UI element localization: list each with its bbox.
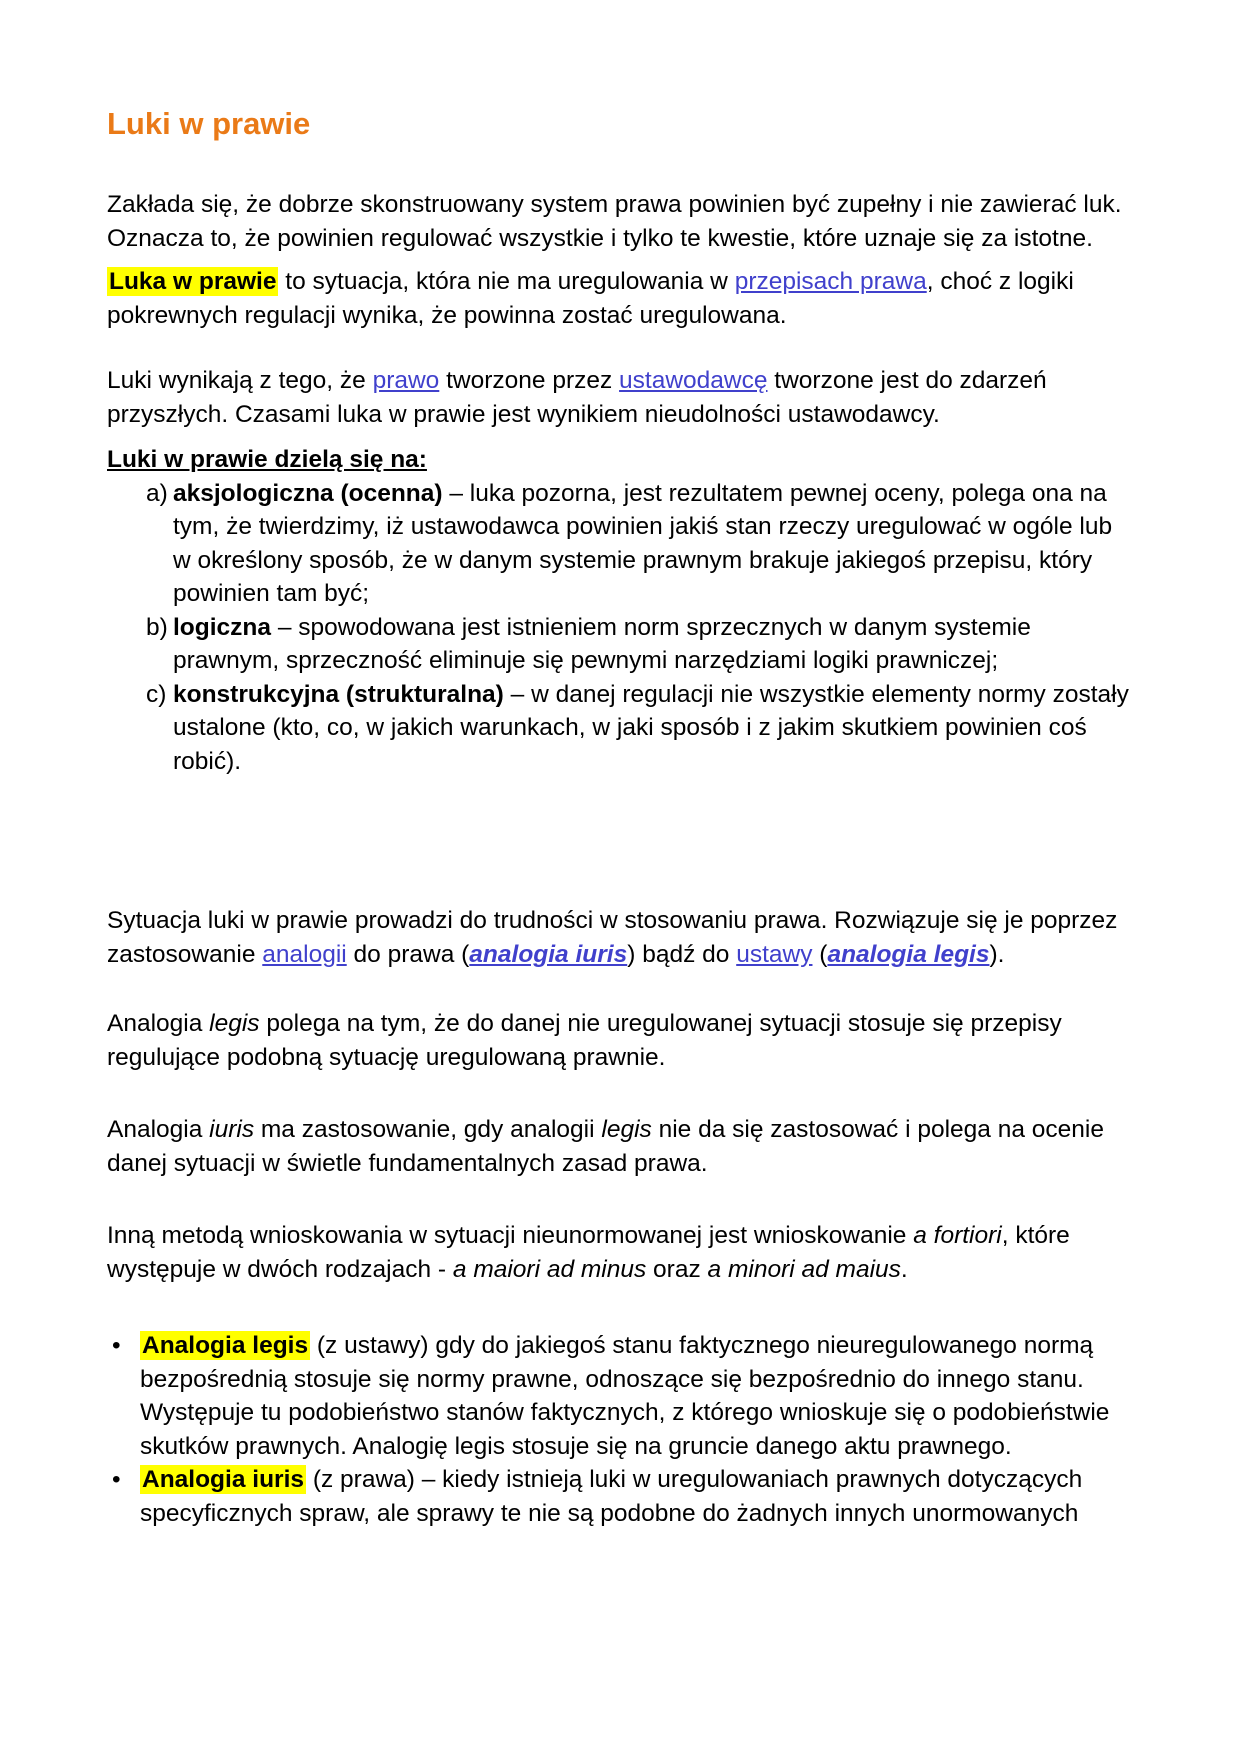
link-analogia-iuris[interactable]: analogia iuris <box>469 940 628 968</box>
link-ustawodawce[interactable]: ustawodawcę <box>619 367 768 394</box>
text-run: – spowodowana jest istnieniem norm sprzecznych w danym systemie prawnym, sprzeczność eliminuje się pewnymi narzędziami logiki prawniczej; <box>173 613 1031 674</box>
list-item-logiczna <box>107 611 1130 678</box>
bullet-item-analogia-iuris <box>107 1463 1130 1530</box>
list-item-text <box>173 678 1130 779</box>
text-run: Analogia <box>107 1116 210 1143</box>
text-run: (z ustawy) gdy do jakiegoś stanu faktycznego nieuregulowanego normą bezpośrednią stosuje się normy prawne, odnoszące się bezpośrednio do innego stanu. Występuje tu podobieństwo stanów faktycznych, z którego wnioskuje się o podobieństwie skutków prawnych. Analogię legis stosuje się na gruncie danego aktu prawnego. <box>140 1332 1110 1460</box>
text-run: oraz <box>646 1255 708 1283</box>
text-run: – w danej regulacji nie wszystkie elementy normy zostały ustalone (kto, co, w jakich warunkach, w jaki sposób i z jakim skutkiem powinien coś robić). <box>173 680 1129 775</box>
text-run-italic: legis <box>209 1010 260 1037</box>
link-ustawy[interactable]: ustawy <box>736 940 813 968</box>
paragraph-sytuacja-luki <box>107 904 1130 971</box>
text-run: Sytuacja luki w prawie prowadzi do trudności w stosowaniu prawa. Rozwiązuje się je poprzez zastosowanie <box>107 907 1118 968</box>
text-run: Zakłada się, że dobrze skonstruowany system prawa powinien być zupełny i nie zawierać luk. Oznacza to, że powinien regulować wszystkie i tylko te kwestie, które uznaje się za istotne. <box>107 191 1122 252</box>
bullet-item-text <box>140 1329 1130 1463</box>
paragraph-a-fortiori <box>107 1219 1130 1286</box>
text-run-italic: a minori ad maius <box>707 1255 901 1283</box>
paragraph-analogia-legis <box>107 1007 1130 1074</box>
text-run-italic: a maiori ad minus <box>452 1255 647 1283</box>
highlight-analogia-iuris: Analogia iuris <box>142 1466 305 1493</box>
text-run: to sytuacja, która nie ma uregulowania w <box>278 268 735 295</box>
list-item-konstrukcyjna <box>107 678 1130 779</box>
list-heading-luki-dziela-sie: Luki w prawie dzielą się na: <box>107 446 427 473</box>
text-run: Luki wynikają z tego, że <box>107 367 373 394</box>
text-run: Inną metodą wnioskowania w sytuacji nieunormowanej jest wnioskowanie <box>107 1222 914 1249</box>
list-marker: b) <box>146 613 168 641</box>
text-run: ma zastosowanie, gdy analogii <box>254 1116 602 1143</box>
text-run: , które występuje w dwóch rodzajach - <box>107 1222 1070 1283</box>
link-analogia-legis[interactable]: analogia legis <box>827 940 990 968</box>
list-item-text <box>173 611 1130 678</box>
text-run-italic: iuris <box>209 1116 255 1143</box>
text-run: – luka pozorna, jest rezultatem pewnej oceny, polega ona na tym, że twierdzimy, iż ustawodawca powinien jakiś stan rzeczy uregulować w ogóle lub w określony sposób, że w danym systemie prawnym brakuje jakiegoś przepisu, który powinien tam być; <box>173 479 1113 607</box>
list-marker: a) <box>146 479 168 507</box>
paragraph-intro <box>107 188 1130 255</box>
paragraph-analogia-iuris <box>107 1113 1130 1180</box>
list-term: logiczna <box>173 613 272 641</box>
text-run: ). <box>989 940 1005 968</box>
text-run: Analogia <box>107 1010 210 1037</box>
text-run: ) bądź do <box>627 940 737 968</box>
page-title: Luki w prawie <box>107 106 311 141</box>
list-item-text <box>173 477 1130 611</box>
list-term: aksjologiczna (ocenna) <box>173 479 443 507</box>
highlight-luka-w-prawie: Luka w prawie <box>109 268 277 295</box>
text-run: polega na tym, że do danej nie uregulowanej sytuacji stosuje się przepisy regulujące podobną sytuację uregulowaną prawnie. <box>107 1010 1062 1071</box>
text-run: , choć z logiki pokrewnych regulacji wynika, że powinna zostać uregulowana. <box>107 268 1074 329</box>
link-prawo[interactable]: prawo <box>372 367 440 394</box>
analogia-bullet-list <box>107 1329 1130 1530</box>
highlight-analogia-legis: Analogia legis <box>142 1332 309 1359</box>
text-run: nie da się zastosować i polega na ocenie danej sytuacji w świetle fundamentalnych zasad prawa. <box>107 1116 1104 1177</box>
list-term: konstrukcyjna (strukturalna) <box>173 680 504 708</box>
link-przepisach-prawa[interactable]: przepisach prawa <box>734 268 927 295</box>
paragraph-luki-wynikaja <box>107 364 1130 431</box>
list-marker: c) <box>146 680 167 708</box>
bullet-icon: • <box>112 1466 121 1493</box>
text-run-italic: a fortiori <box>913 1222 1002 1249</box>
link-analogii[interactable]: analogii <box>262 940 347 968</box>
bullet-item-analogia-legis <box>107 1329 1130 1463</box>
text-run-italic: legis <box>601 1116 652 1143</box>
bullet-icon: • <box>112 1332 121 1359</box>
text-run: tworzone jest do zdarzeń przyszłych. Czasami luka w prawie jest wynikiem nieudolności ustawodawcy. <box>107 367 1047 428</box>
text-run: (z prawa) – kiedy istnieją luki w uregulowaniach prawnych dotyczących specyficznych spraw, ale sprawy te nie są podobne do żadnych innych unormowanych <box>140 1466 1083 1527</box>
text-run: do prawa ( <box>346 940 470 968</box>
list-item-aksjologiczna <box>107 477 1130 611</box>
bullet-item-text <box>140 1463 1130 1530</box>
paragraph-luka-definition <box>107 265 1130 332</box>
text-run: tworzone przez <box>439 367 620 394</box>
text-run: ( <box>812 940 828 968</box>
luki-types-list <box>107 477 1130 779</box>
text-run: . <box>900 1255 908 1283</box>
